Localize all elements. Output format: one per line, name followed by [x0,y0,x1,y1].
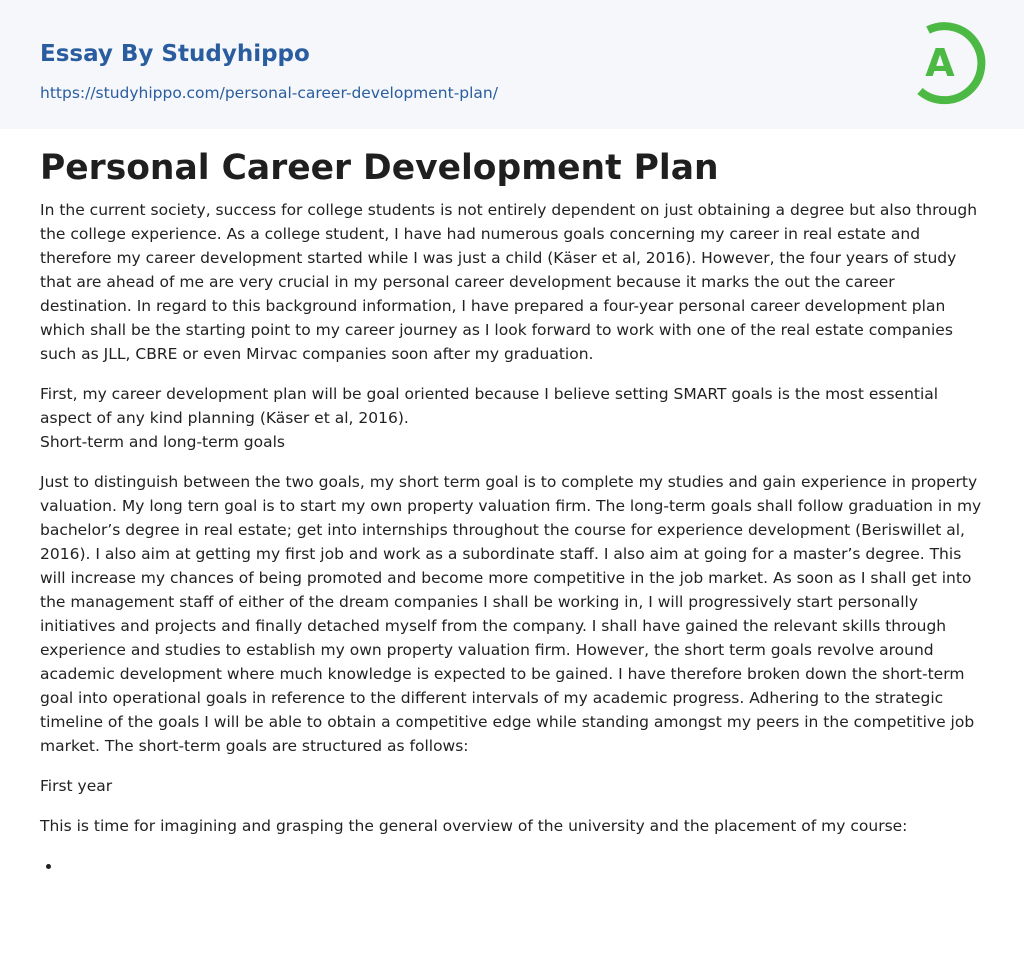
subheading-first-year: First year [40,777,113,795]
brand-title[interactable]: Essay By Studyhippo [40,41,310,67]
logo-letter: A [925,41,955,85]
studyhippo-logo-icon[interactable] [906,18,990,106]
subheading-goals: Short-term and long-term goals [40,433,286,451]
paragraph-goal-oriented [40,382,984,454]
paragraph-goals-detail: Just to distinguish between the two goals, my short term goal is to complete my studies and gain experience in property valuation. My long tern goal is to start my own property valuation firm. The long-term goals shall follow graduation in my bachelor’s degree in real estate; get into internships throughout the course for experience development (Beriswillet al, 2016). I also aim at getting my first job and work as a subordinate staff. I also aim at going for a master’s degree. This will increase my chances of being promoted and become more competitive in the job market. As soon as I shall get into the management staff of either of the dream companies I shall be working in, I will progressively start personally initiatives and projects and finally detached myself from the company. I shall have gained the relevant skills through experience and studies to establish my own property valuation firm. However, the short term goals revolve around academic development where much knowledge is expected to be gained. I have therefore broken down the short-term goal into operational goals in reference to the different intervals of my academic progress. Adhering to the strategic timeline of the goals I will be able to obtain a competitive edge while standing amongst my peers in the competitive job market. The short-term goals are structured as follows: [40,473,982,755]
list-item [62,854,984,878]
paragraph-intro: In the current society, success for college students is not entirely dependent on just obtaining a degree but also through the college experience. As a college student, I have had numerous goals concerning my career in real estate and therefore my career development started while I was just a child (Käser et al, 2016). However, the four years of study that are ahead of me are very crucial in my personal career development because it marks the out the career destination. In regard to this background information, I have prepared a four-year personal career development plan which shall be the starting point to my career journey as I look forward to work with one of the real estate companies such as JLL, CBRE or even Mirvac companies soon after my graduation. [40,201,978,363]
page-title: Personal Career Development Plan [40,148,719,188]
paragraph-goal-oriented-text: First, my career development plan will be goal oriented because I believe setting SMART goals is the most essential aspect of any kind planning (Käser et al, 2016). [40,385,939,427]
essay-url-link[interactable]: https://studyhippo.com/personal-career-development-plan/ [40,84,498,102]
article [40,144,984,878]
bullet-list [40,854,984,878]
paragraph-first-year: This is time for imagining and grasping the general overview of the university and the placement of my course: [40,817,908,835]
site-header [0,0,1024,129]
